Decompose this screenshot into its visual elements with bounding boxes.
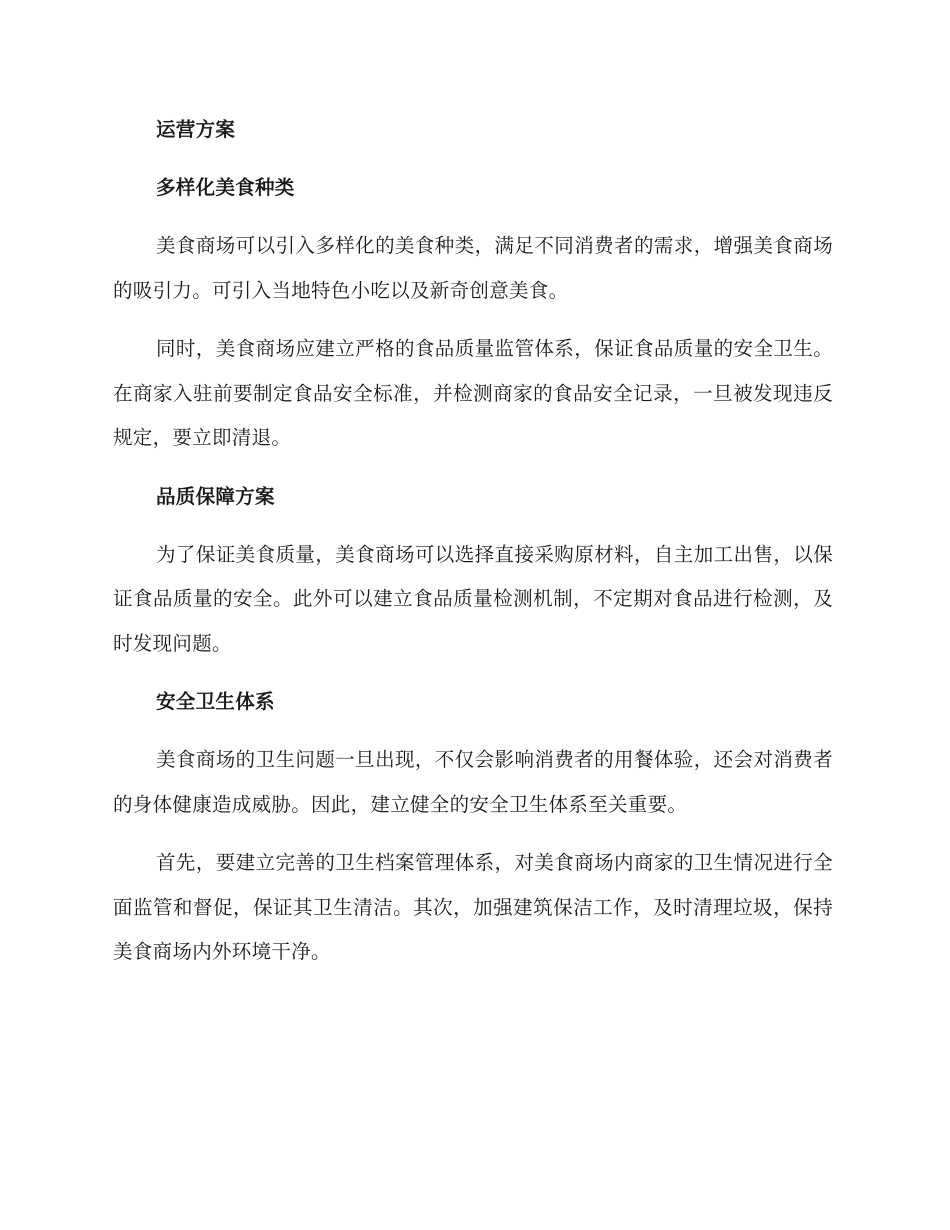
section-heading-hygiene-system: 安全卫生体系	[156, 690, 275, 713]
paragraph: 美食商场可以引入多样化的美食种类，满足不同消费者的需求，增强美食商场的吸引力。可引入当地特色小吃以及新奇创意美食。	[113, 234, 833, 302]
paragraph: 美食商场的卫生问题一旦出现，不仅会影响消费者的用餐体验，还会对消费者的身体健康造成威胁。因此，建立健全的安全卫生体系至关重要。	[113, 748, 833, 816]
paragraph: 首先，要建立完善的卫生档案管理体系，对美食商场内商家的卫生情况进行全面监管和督促，保证其卫生清洁。其次，加强建筑保洁工作，及时清理垃圾，保持美食商场内外环境干净。	[113, 851, 833, 963]
paragraph: 同时，美食商场应建立严格的食品质量监管体系，保证食品质量的安全卫生。在商家入驻前要制定食品安全标准，并检测商家的食品安全记录，一旦被发现违反规定，要立即清退。	[113, 337, 833, 449]
section-heading-food-variety: 多样化美食种类	[156, 176, 295, 199]
document-title: 运营方案	[156, 118, 236, 141]
document-body	[113, 108, 833, 975]
paragraph: 为了保证美食质量，美食商场可以选择直接采购原材料，自主加工出售，以保证食品质量的安全。此外可以建立食品质量检测机制，不定期对食品进行检测，及时发现问题。	[113, 542, 833, 655]
section-heading-quality-assurance: 品质保障方案	[156, 484, 275, 508]
